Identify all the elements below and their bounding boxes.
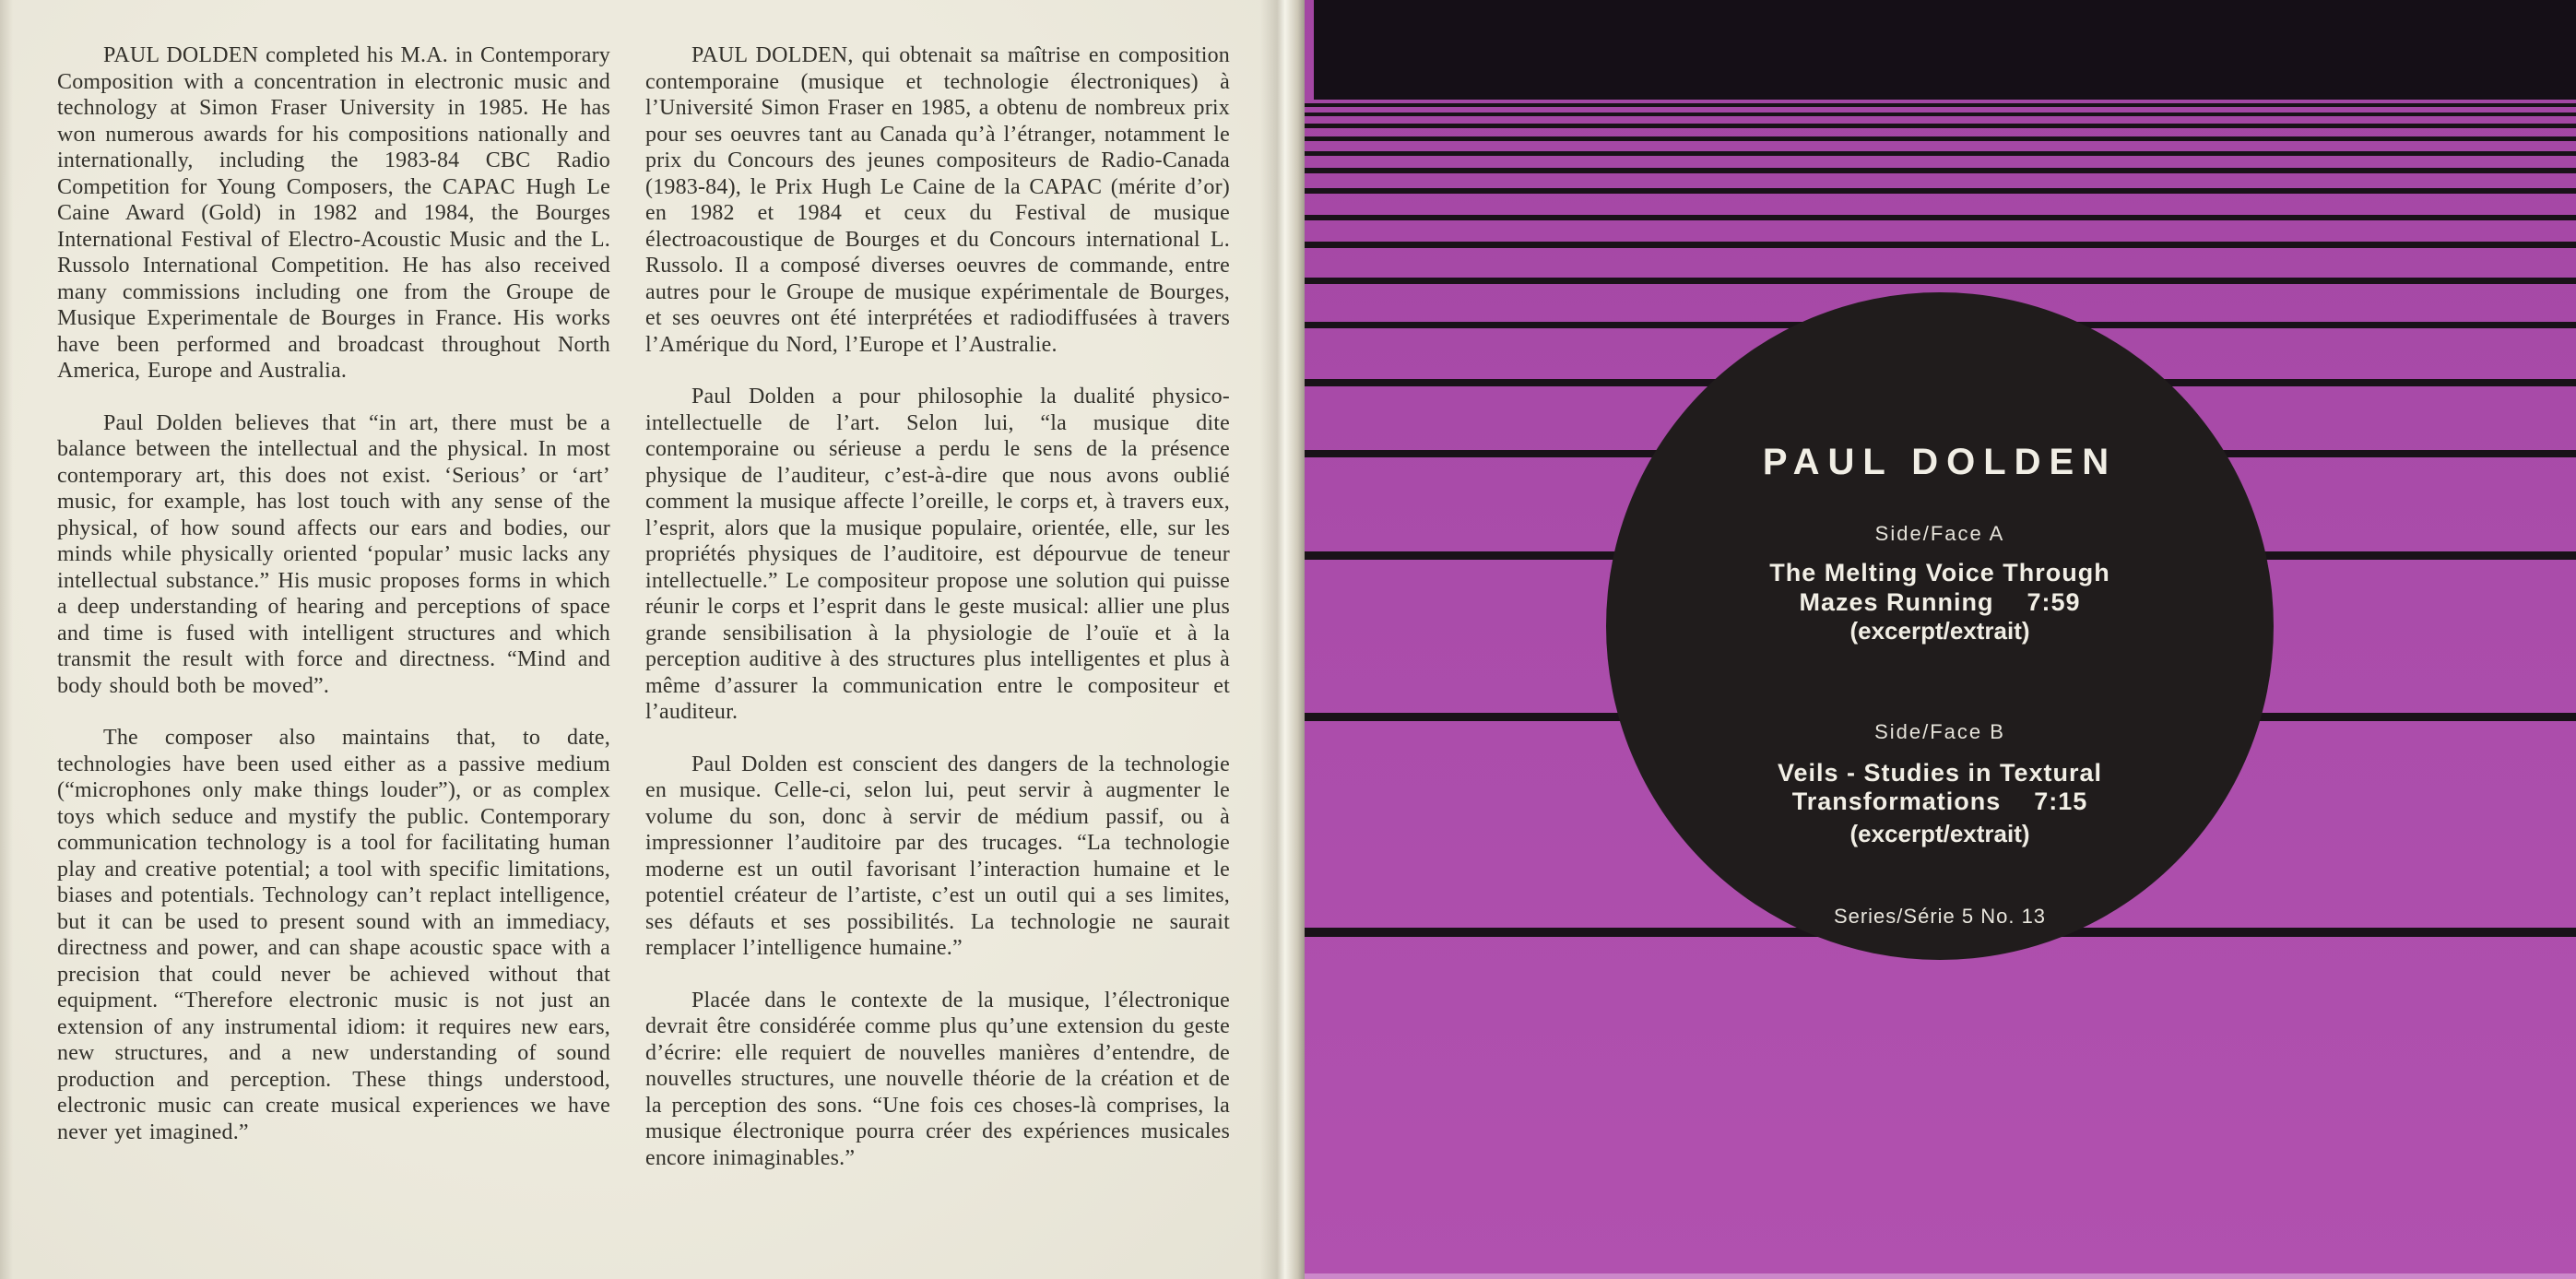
- side-b-duration: 7:15: [2034, 788, 2088, 815]
- perspective-stripe-line: [1305, 215, 2576, 220]
- liner-notes-paragraph: PAUL DOLDEN, qui obtenait sa maîtrise en composition contemporaine (musique et technologie électroniques) à l’Université Simon Fraser en 1985, a obtenu de nombreux prix pour ses oeuvres tant au Canada qu’à l’étranger, notamment le prix du Concours des jeunes compositeurs de Radio-Canada (1983-84), le Prix Hugh Le Caine de la CAPAC (mérite d’or) en 1982 et 1984 et ceux du Festival de musique électroacoustique de Bourges et du Concours international L. Russolo. Il a composé diverses oeuvres de commande, entre autres pour le Groupe de musique expérimentale de Bourges, et ses oeuvres ont été interprétées et radiodiffusées à travers l’Amérique du Nord, l’Europe et l’Australie.: [645, 43, 1230, 357]
- liner-notes-paragraph: Paul Dolden a pour philosophie la dualité physico-intellectuelle de l’art. Selon lui, “la musique dite contemporaine ou sérieuse a perdu le sens de la présence physique de l’auditeur, c’est-à-dire que nous avons oublié comment la musique affecte l’oreille, le corps et, à travers eux, l’esprit, alors que la musique populaire, orientée, elle, sur les propriétés physiques de l’auditoire, est dépourvue de teneur intellectuelle.” Le compositeur propose une solution qui puisse réunir le corps et l’esprit dans le geste musical: allier une plus grande sensibilisation à la physiologie de l’ouïe et à la perception auditive à des structures plus intelligentes et plus à même d’assurer la communication entre le compositeur et l’auditeur.: [645, 385, 1230, 724]
- perspective-stripe-line: [1305, 124, 2576, 128]
- page-left-edge: [0, 0, 13, 1279]
- liner-notes-paragraph: PAUL DOLDEN completed his M.A. in Contemporary Composition with a concentration in electronic music and technology at Simon Fraser University in 1985. He has won numerous awards for his compositions nationally and internationally, including the 1983-84 CBC Radio Competition for Young Composers, the CAPAC Hugh Le Caine Award (Gold) in 1982 and 1984, the Bourges International Festival of Electro-Acoustic Music and the L. Russolo International Competition. He has also received many commissions including one from the Groupe de Musique Experimentale de Bourges in France. His works have been performed and broadcast throughout North America, Europe and Australia.: [57, 43, 610, 383]
- liner-notes-paragraph: Paul Dolden believes that “in art, there must be a balance between the intellectual and the physical. In most contemporary art, this does not exist. ‘Serious’ or ‘art’ music, for example, has lost touch with any sense of the physical, of how sound affects our ears and bodies, our minds while physically oriented ‘popular’ music lacks any intellectual substance.” His music proposes forms in which a deep understanding of hearing and perceptions of space and time is fused with intelligent structures and which transmit the result with force and directness. “Mind and body should both be moved”.: [57, 410, 610, 698]
- side-b-heading: Side/Face B: [1874, 720, 2005, 743]
- liner-notes-french-column: [645, 42, 1230, 1171]
- perspective-stripe-line: [1305, 151, 2576, 156]
- side-b-title-line2: [1606, 787, 2274, 816]
- series-number: Series/Série 5 No. 13: [1833, 905, 2047, 928]
- cover-top-black-band: [1314, 0, 2576, 100]
- liner-notes-paragraph: The composer also maintains that, to date, technologies have been used either as a passive medium (“microphones only make things louder”), or as complex toys which seduce and mystify the public. Contemporary communication technology is a tool for facilitating human play and creative potential; a tool with specific limitations, biases and potentials. Technology can’t replact intelligence, but it can be used to present sound with an immediacy, directness and power, and can shape acoustic space with a precision that could never be achieved without that equipment. “Therefore electronic music is not just an extension of any instrumental idiom: it requires new ears, new structures, and a new understanding of sound production and perception. These things understood, electronic music can create musical experiences we have never yet imagined.”: [57, 726, 610, 1144]
- perspective-stripe-line: [1305, 188, 2576, 194]
- side-b-excerpt-note: (excerpt/extrait): [1849, 820, 2030, 847]
- side-b-title-line1: Veils - Studies in Textural: [1777, 759, 2103, 787]
- perspective-stripe-line: [1305, 136, 2576, 141]
- perspective-stripe-line: [1305, 113, 2576, 116]
- page-fold-gutter: [1260, 0, 1305, 1279]
- liner-notes-english-column: [57, 42, 610, 1145]
- perspective-stripe-line: [1305, 242, 2576, 248]
- side-a-duration: 7:59: [2027, 588, 2081, 616]
- album-cover-page: [1305, 0, 2576, 1279]
- side-a-heading: Side/Face A: [1874, 522, 2005, 545]
- side-a-title-line2-text: Mazes Running: [1799, 588, 1994, 616]
- record-label-circle: [1606, 292, 2274, 960]
- side-b-title-line2-text: Transformations: [1791, 788, 2002, 815]
- side-a-excerpt-note: (excerpt/extrait): [1849, 617, 2030, 645]
- liner-notes-paragraph: Placée dans le contexte de la musique, l’électronique devrait être considérée comme plus qu’une extension du geste d’écrire: elle requiert de nouvelles manières d’entendre, de nouvelles structures, une nouvelle théorie de la création et de la perception des sons. “Une fois ces choses-là comprises, la musique électronique pourra créer des expériences musicales encore inimaginables.”: [645, 988, 1230, 1170]
- perspective-stripe-line: [1305, 168, 2576, 173]
- perspective-stripe-line: [1305, 103, 2576, 107]
- liner-notes-paragraph: Paul Dolden est conscient des dangers de la technologie en musique. Celle-ci, selon lui, peut servir à augmenter le volume du son, donc à servir de médium passif, ou à impressionner l’auditoire par des trucages. “La technologie moderne est un outil favorisant l’interaction humaine et le potentiel créateur de l’artiste, c’est un outil qui a ses limites, ses défauts et ses possibilités. La technologie ne saurait remplacer l’intelligence humaine.”: [645, 752, 1230, 960]
- artist-name: PAUL DOLDEN: [1762, 442, 2118, 482]
- side-a-title-line1: The Melting Voice Through: [1769, 559, 2110, 586]
- cover-bottom-edge: [1305, 1273, 2576, 1279]
- perspective-stripe-line: [1305, 278, 2576, 284]
- side-a-title-line2: [1606, 587, 2274, 617]
